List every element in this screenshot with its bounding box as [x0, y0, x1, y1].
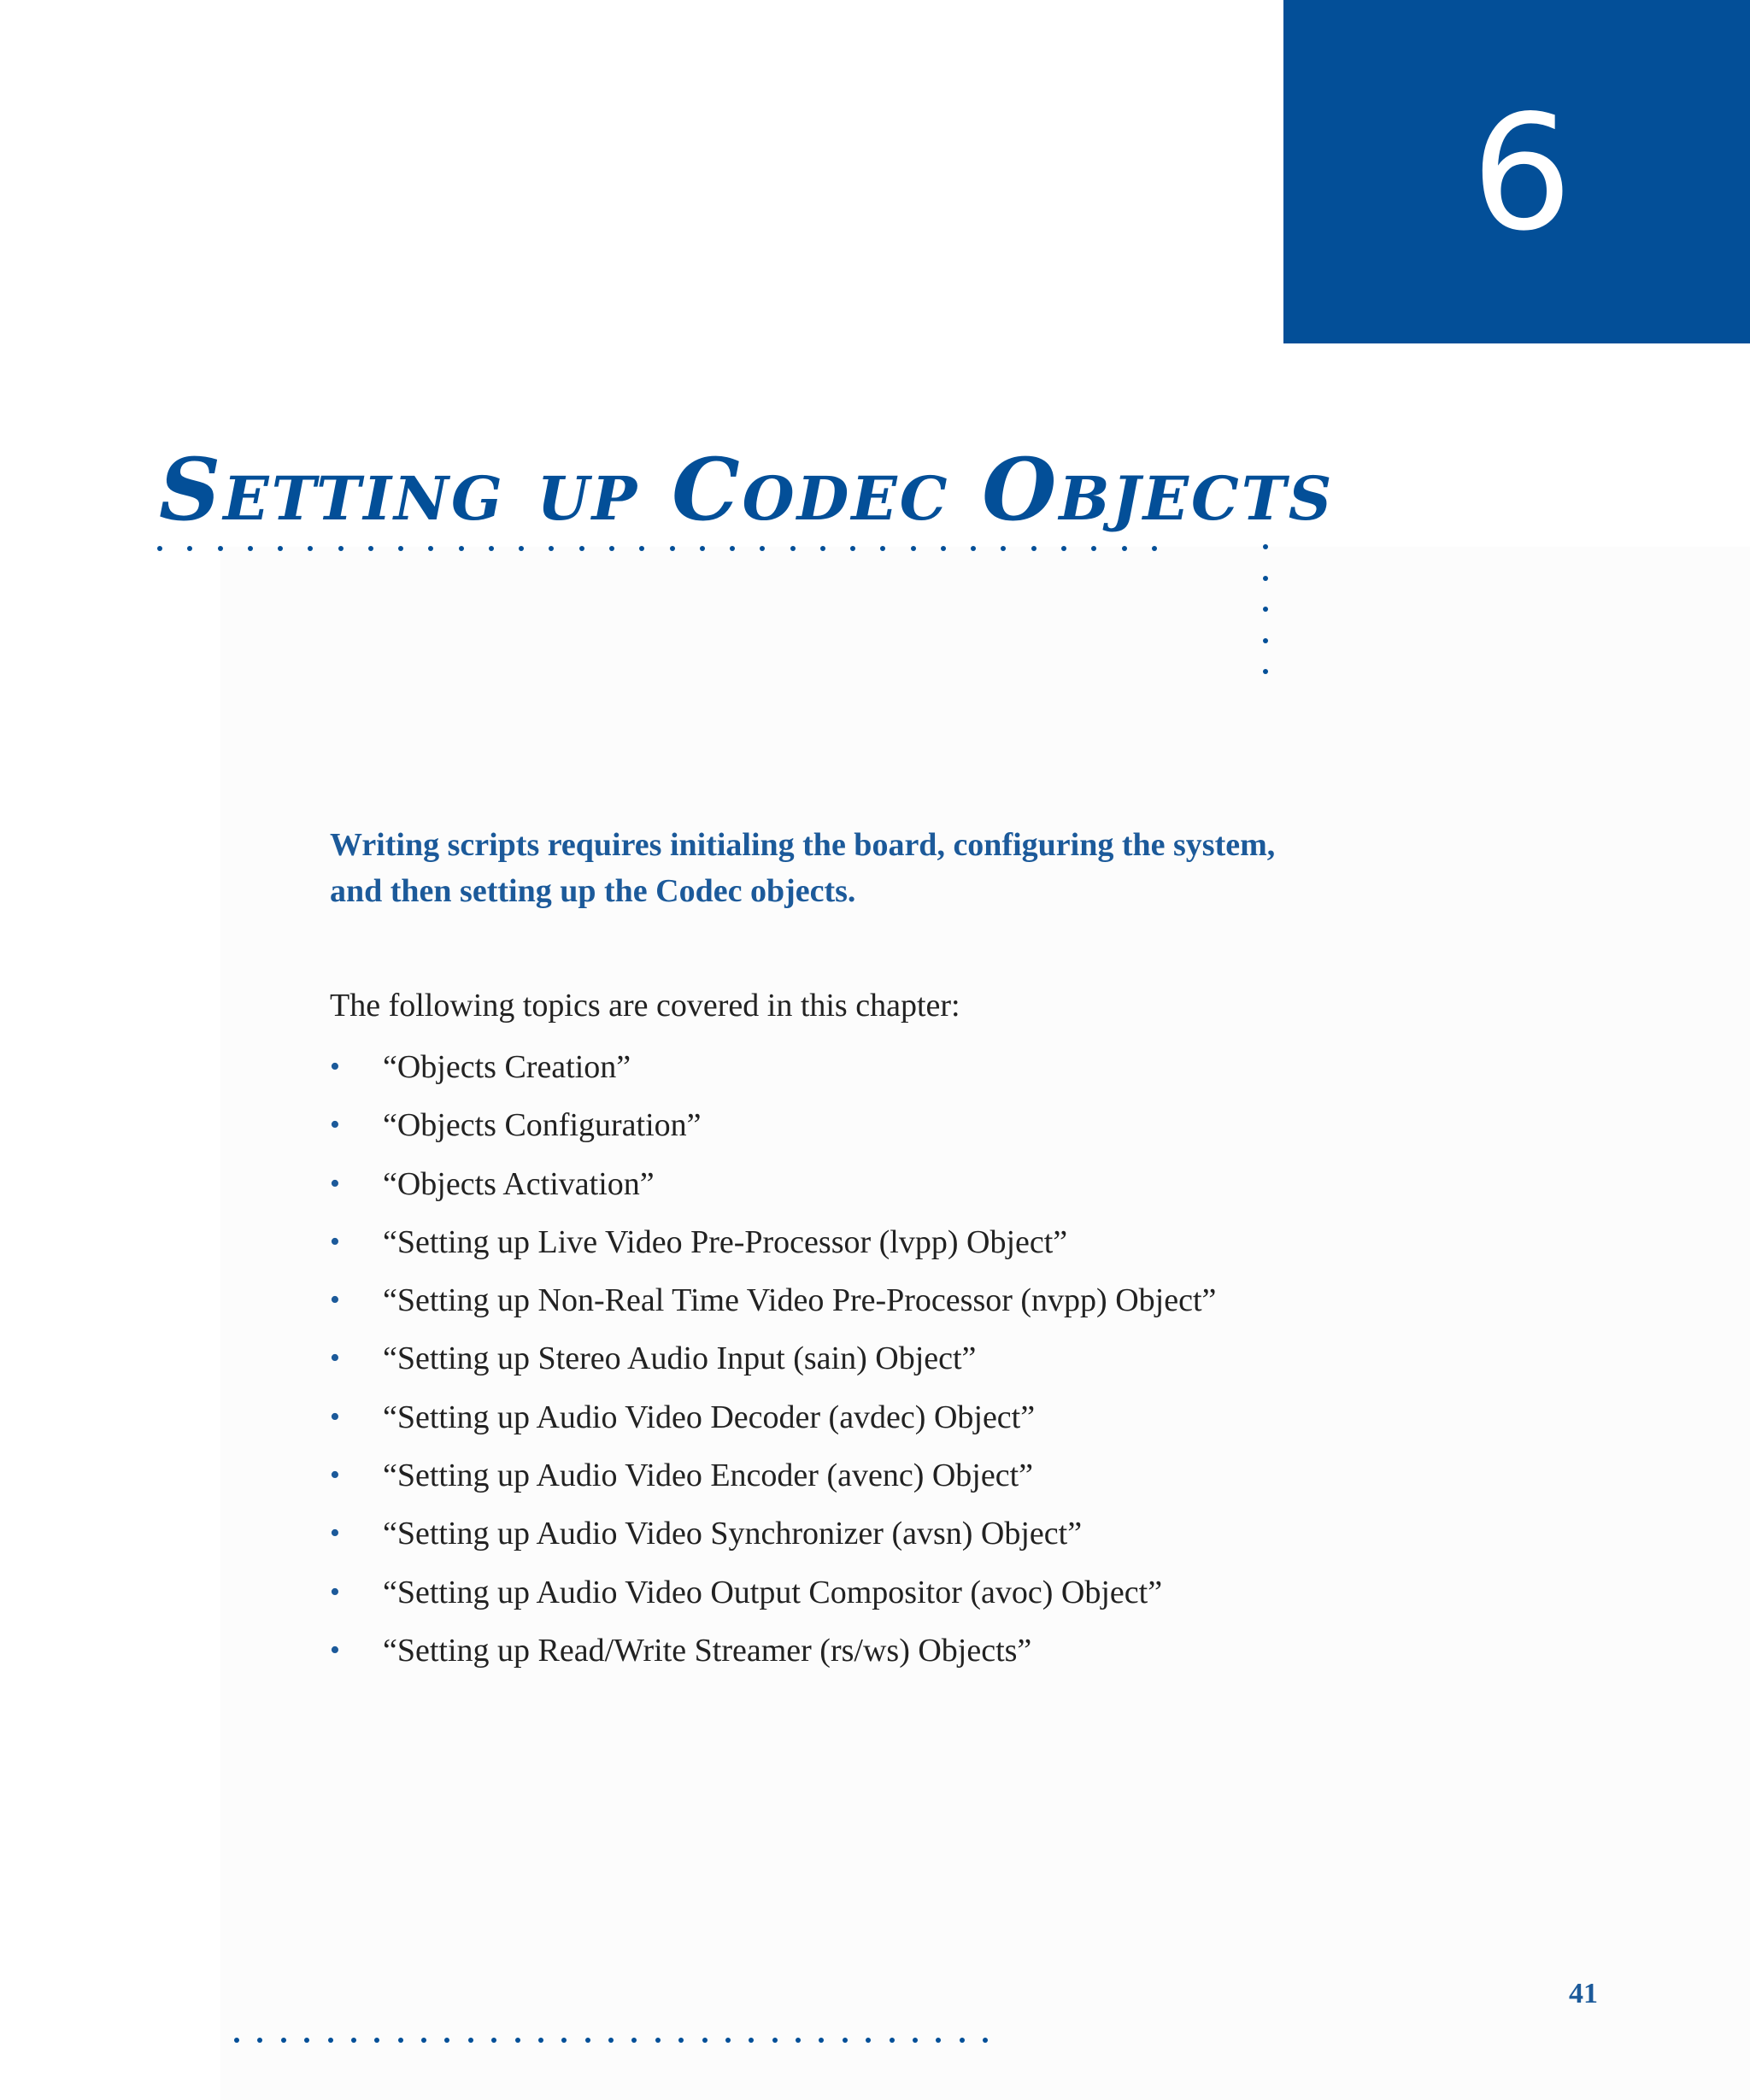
rule-dot: [608, 2038, 614, 2043]
rule-dot: [1061, 546, 1066, 551]
topic-item[interactable]: [330, 1219, 1216, 1277]
rule-dot: [971, 546, 976, 551]
title-dotted-rule: [157, 544, 1157, 553]
page-number: 41: [1569, 1978, 1598, 2009]
rule-dot: [796, 2038, 801, 2043]
chapter-intro: Writing scripts requires initialing the board, configuring the system, and then setting up the Codec objects.: [330, 827, 1276, 909]
topic-item[interactable]: [330, 1161, 1216, 1219]
rule-dot: [1031, 546, 1036, 551]
rule-dot: [749, 2038, 754, 2043]
rule-dot: [843, 2038, 848, 2043]
rule-dot: [1263, 669, 1268, 674]
rule-dot: [489, 546, 494, 551]
corner-dotted-rule: [1261, 544, 1270, 674]
rule-dot: [631, 2038, 637, 2043]
rule-dot: [398, 2038, 403, 2043]
chapter-title: Setting up Codec Objects: [159, 439, 1335, 540]
rule-dot: [257, 2038, 262, 2043]
rule-dot: [678, 2038, 684, 2043]
rule-dot: [579, 546, 584, 551]
topic-link[interactable]: “Setting up Audio Video Decoder (avdec) Object”: [383, 1399, 1036, 1435]
rule-dot: [700, 546, 705, 551]
rule-dot: [911, 546, 916, 551]
topic-link[interactable]: “Setting up Live Video Pre-Processor (lvpp) Object”: [383, 1223, 1068, 1260]
topic-item[interactable]: [330, 1277, 1216, 1335]
rule-dot: [1263, 607, 1268, 612]
rule-dot: [459, 546, 464, 551]
topic-item[interactable]: [330, 1335, 1216, 1393]
rule-dot: [890, 2038, 895, 2043]
bullet-icon: •: [330, 1051, 340, 1082]
rule-dot: [351, 2038, 356, 2043]
rule-dot: [790, 546, 796, 551]
rule-dot: [281, 2038, 286, 2043]
topic-item[interactable]: [330, 1044, 1216, 1102]
bullet-icon: •: [330, 1634, 340, 1666]
topic-link[interactable]: “Objects Configuration”: [383, 1107, 702, 1144]
rule-dot: [725, 2038, 731, 2043]
topics-lead-in: The following topics are covered in this chapter:: [330, 988, 960, 1024]
topic-link[interactable]: “Objects Creation”: [383, 1049, 631, 1085]
rule-dot: [772, 2038, 778, 2043]
rule-dot: [655, 2038, 661, 2043]
rule-dot: [585, 2038, 590, 2043]
topic-link[interactable]: “Setting up Audio Video Encoder (avenc) Object”: [383, 1458, 1034, 1494]
rule-dot: [157, 546, 162, 551]
bullet-icon: •: [330, 1109, 340, 1141]
rule-dot: [983, 2038, 988, 2043]
bullet-icon: •: [330, 1575, 340, 1608]
rule-dot: [278, 546, 283, 551]
rule-dot: [308, 546, 313, 551]
rule-dot: [913, 2038, 918, 2043]
rule-dot: [866, 2038, 871, 2043]
topic-item[interactable]: [330, 1452, 1216, 1510]
bullet-icon: •: [330, 1284, 340, 1317]
rule-dot: [187, 546, 192, 551]
topic-link[interactable]: “Setting up Stereo Audio Input (sain) Object”: [383, 1340, 977, 1377]
rule-dot: [760, 546, 765, 551]
rule-dot: [398, 546, 403, 551]
bullet-icon: •: [330, 1517, 340, 1550]
topic-item[interactable]: [330, 1510, 1216, 1569]
rule-dot: [248, 546, 253, 551]
rule-dot: [491, 2038, 496, 2043]
rule-dot: [234, 2038, 239, 2043]
rule-dot: [338, 546, 344, 551]
rule-dot: [515, 2038, 520, 2043]
topic-link[interactable]: “Setting up Audio Video Synchronizer (avsn) Object”: [383, 1516, 1083, 1552]
bullet-icon: •: [330, 1342, 340, 1375]
rule-dot: [444, 2038, 449, 2043]
footer-dotted-rule: [234, 2036, 988, 2044]
rule-dot: [609, 546, 614, 551]
topic-link[interactable]: “Objects Activation”: [383, 1165, 655, 1202]
rule-dot: [1263, 638, 1268, 643]
rule-dot: [368, 546, 373, 551]
bullet-icon: •: [330, 1459, 340, 1492]
rule-dot: [549, 546, 554, 551]
rule-dot: [1263, 544, 1268, 549]
rule-dot: [1001, 546, 1006, 551]
rule-dot: [304, 2038, 309, 2043]
rule-dot: [328, 2038, 333, 2043]
rule-dot: [1263, 576, 1268, 581]
rule-dot: [1091, 546, 1096, 551]
chapter-number-box: [1283, 0, 1750, 343]
rule-dot: [519, 546, 524, 551]
rule-dot: [1122, 546, 1127, 551]
rule-dot: [880, 546, 885, 551]
rule-dot: [561, 2038, 567, 2043]
rule-dot: [960, 2038, 965, 2043]
rule-dot: [820, 546, 825, 551]
topics-list: [330, 1044, 1216, 1686]
topic-link[interactable]: “Setting up Read/Write Streamer (rs/ws) Objects”: [383, 1632, 1032, 1669]
rule-dot: [702, 2038, 708, 2043]
topic-item[interactable]: [330, 1628, 1216, 1686]
rule-dot: [936, 2038, 941, 2043]
rule-dot: [670, 546, 675, 551]
rule-dot: [850, 546, 855, 551]
rule-dot: [639, 546, 644, 551]
topic-link[interactable]: “Setting up Non-Real Time Video Pre-Processor (nvpp) Object”: [383, 1282, 1217, 1319]
bullet-icon: •: [330, 1167, 340, 1200]
rule-dot: [428, 546, 433, 551]
rule-dot: [421, 2038, 426, 2043]
rule-dot: [538, 2038, 543, 2043]
rule-dot: [819, 2038, 824, 2043]
rule-dot: [218, 546, 223, 551]
rule-dot: [730, 546, 735, 551]
topic-link[interactable]: “Setting up Audio Video Output Compositor (avoc) Object”: [383, 1574, 1163, 1610]
topic-item[interactable]: [330, 1102, 1216, 1160]
rule-dot: [374, 2038, 379, 2043]
rule-dot: [1152, 546, 1157, 551]
rule-dot: [941, 546, 946, 551]
topic-item[interactable]: [330, 1569, 1216, 1628]
topic-item[interactable]: [330, 1394, 1216, 1452]
bullet-icon: •: [330, 1225, 340, 1258]
chapter-number: 6: [1471, 80, 1573, 266]
bullet-icon: •: [330, 1400, 340, 1433]
rule-dot: [468, 2038, 473, 2043]
